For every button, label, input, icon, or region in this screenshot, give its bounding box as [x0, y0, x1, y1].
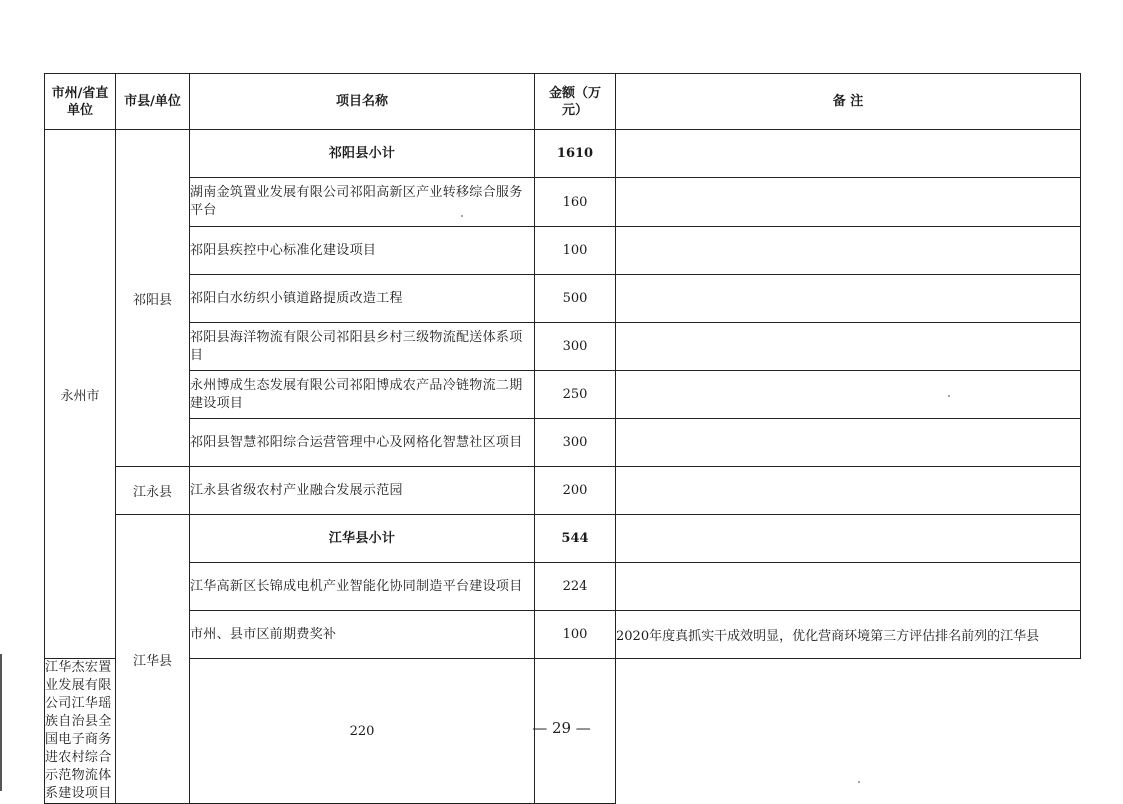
page-number: — 29 —	[532, 719, 591, 737]
project-cell: 江华高新区长锦成电机产业智能化协同制造平台建设项目	[190, 563, 535, 611]
city-cell: 永州市	[45, 130, 116, 659]
note-cell	[616, 130, 1081, 178]
amount-cell: 300	[535, 419, 616, 467]
project-cell: 市州、县市区前期费奖补	[190, 611, 535, 659]
note-cell	[616, 227, 1081, 275]
amount-cell: 544	[535, 515, 616, 563]
note-cell	[616, 371, 1081, 419]
project-cell: 江华县小计	[190, 515, 535, 563]
scan-speck	[461, 215, 463, 217]
table-row	[45, 130, 1081, 178]
note-cell	[616, 275, 1081, 323]
project-cell: 祁阳县智慧祁阳综合运营管理中心及网格化智慧社区项目	[190, 419, 535, 467]
table-row	[45, 323, 1081, 371]
header-project: 项目名称	[190, 74, 535, 130]
funding-table	[44, 73, 1081, 804]
table-row	[45, 227, 1081, 275]
project-cell: 永州博成生态发展有限公司祁阳博成农产品冷链物流二期建设项目	[190, 371, 535, 419]
amount-cell: 200	[535, 467, 616, 515]
header-city: 市州/省直单位	[45, 74, 116, 130]
amount-cell: 1610	[535, 130, 616, 178]
project-cell: 祁阳白水纺织小镇道路提质改造工程	[190, 275, 535, 323]
note-cell	[616, 515, 1081, 563]
amount-cell: 160	[535, 178, 616, 227]
county-cell: 祁阳县	[116, 130, 190, 467]
table-row	[45, 275, 1081, 323]
scan-speck	[858, 781, 860, 783]
note-cell	[616, 563, 1081, 611]
table-row	[45, 371, 1081, 419]
project-cell: 江华杰宏置业发展有限公司江华瑶族自治县全国电子商务进农村综合示范物流体系建设项目	[45, 659, 116, 804]
county-cell: 江永县	[116, 467, 190, 515]
note-cell	[616, 419, 1081, 467]
note-cell	[616, 323, 1081, 371]
project-cell: 祁阳县海洋物流有限公司祁阳县乡村三级物流配送体系项目	[190, 323, 535, 371]
table-row	[45, 515, 1081, 563]
project-cell: 湖南金筑置业发展有限公司祁阳高新区产业转移综合服务平台	[190, 178, 535, 227]
county-cell: 江华县	[116, 515, 190, 804]
table-header-row	[45, 74, 1081, 130]
scan-speck	[948, 395, 950, 397]
note-cell	[616, 467, 1081, 515]
table-row	[45, 611, 1081, 659]
amount-cell: 224	[535, 563, 616, 611]
header-note: 备 注	[616, 74, 1081, 130]
project-cell: 祁阳县小计	[190, 130, 535, 178]
note-cell: 2020年度真抓实干成效明显，优化营商环境第三方评估排名前列的江华县	[616, 611, 1081, 659]
project-cell: 江永县省级农村产业融合发展示范园	[190, 467, 535, 515]
amount-cell: 220	[190, 659, 535, 804]
header-amount: 金额（万元）	[535, 74, 616, 130]
amount-cell: 100	[535, 227, 616, 275]
table-row	[45, 419, 1081, 467]
amount-cell: 300	[535, 323, 616, 371]
table-row	[45, 563, 1081, 611]
table-row	[45, 178, 1081, 227]
amount-cell: 100	[535, 611, 616, 659]
amount-cell: 250	[535, 371, 616, 419]
header-county: 市县/单位	[116, 74, 190, 130]
table-row	[45, 467, 1081, 515]
note-cell	[616, 178, 1081, 227]
project-cell: 祁阳县疾控中心标准化建设项目	[190, 227, 535, 275]
amount-cell: 500	[535, 275, 616, 323]
